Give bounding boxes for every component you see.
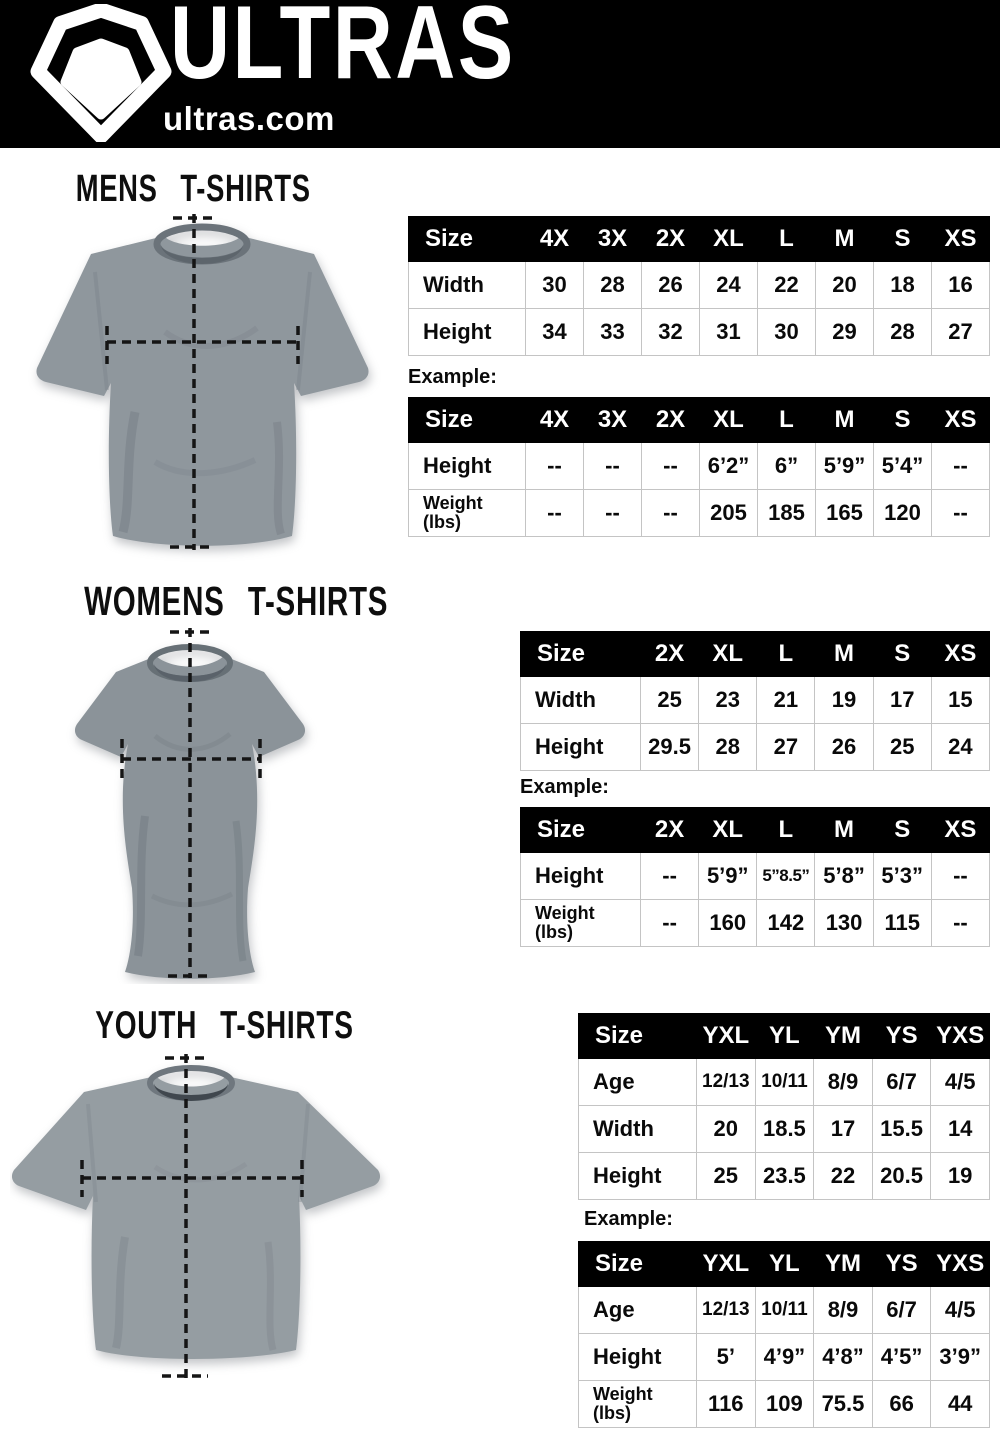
table-header-row	[521, 632, 990, 677]
table-row	[579, 1059, 990, 1106]
size-column-header: L	[758, 398, 816, 443]
size-value-cell: 6/7	[872, 1059, 931, 1106]
size-value-cell: 12/13	[697, 1059, 756, 1106]
size-value-cell: 24	[931, 724, 989, 771]
size-value-cell: 116	[697, 1381, 756, 1428]
size-value-cell: 21	[757, 677, 815, 724]
table-header-row	[521, 808, 990, 853]
size-column-header: S	[874, 398, 932, 443]
size-column-header: XS	[932, 217, 990, 262]
size-value-cell: 23.5	[755, 1153, 814, 1200]
table-row	[579, 1153, 990, 1200]
table-row	[579, 1106, 990, 1153]
size-value-cell: 30	[758, 309, 816, 356]
size-column-header: XL	[699, 808, 757, 853]
table-row	[409, 262, 990, 309]
mens-example-table-grid	[408, 397, 990, 537]
mens-section-title: MENS T-SHIRTS	[75, 168, 311, 210]
size-column-header: M	[815, 808, 873, 853]
size-value-cell: 5’9”	[816, 443, 874, 490]
size-value-cell: 28	[699, 724, 757, 771]
size-value-cell: 25	[697, 1153, 756, 1200]
row-label: Height	[409, 443, 526, 490]
womens-size-table-grid	[520, 631, 990, 771]
size-value-cell: 4/5	[931, 1287, 990, 1334]
size-value-cell: 66	[872, 1381, 931, 1428]
size-value-cell: 18.5	[755, 1106, 814, 1153]
size-value-cell: 20.5	[872, 1153, 931, 1200]
size-column-header: L	[757, 808, 815, 853]
size-header-label: Size	[521, 632, 641, 677]
size-column-header: 3X	[584, 217, 642, 262]
size-value-cell: --	[584, 443, 642, 490]
size-value-cell: 16	[932, 262, 990, 309]
youth-size-table-grid	[578, 1013, 990, 1200]
mens-size-table	[408, 216, 990, 356]
size-value-cell: 17	[814, 1106, 873, 1153]
table-row	[409, 309, 990, 356]
size-value-cell: 25	[641, 677, 699, 724]
youth-section-title: YOUTH T-SHIRTS	[95, 1004, 354, 1047]
size-column-header: 4X	[526, 217, 584, 262]
size-value-cell: 130	[815, 900, 873, 947]
size-value-cell: 6’2”	[700, 443, 758, 490]
size-column-header: YM	[814, 1014, 873, 1059]
size-value-cell: 34	[526, 309, 584, 356]
womens-section-title: WOMENS T-SHIRTS	[84, 578, 389, 624]
size-header-label: Size	[521, 808, 641, 853]
row-label: Age	[579, 1287, 697, 1334]
table-row	[521, 724, 990, 771]
size-value-cell: 29	[816, 309, 874, 356]
size-column-header: YL	[755, 1014, 814, 1059]
size-column-header: YXS	[931, 1242, 990, 1287]
row-label: Height	[579, 1334, 697, 1381]
size-header-label: Size	[579, 1242, 697, 1287]
size-column-header: M	[815, 632, 873, 677]
size-value-cell: 33	[584, 309, 642, 356]
size-column-header: YM	[814, 1242, 873, 1287]
size-value-cell: 15.5	[872, 1106, 931, 1153]
size-column-header: 2X	[641, 632, 699, 677]
size-value-cell: 142	[757, 900, 815, 947]
size-value-cell: 22	[814, 1153, 873, 1200]
size-value-cell: 44	[931, 1381, 990, 1428]
size-value-cell: 160	[699, 900, 757, 947]
row-label: Width	[579, 1106, 697, 1153]
size-value-cell: 165	[816, 490, 874, 537]
size-header-label: Size	[409, 398, 526, 443]
size-value-cell: 19	[815, 677, 873, 724]
womens-size-table	[520, 631, 990, 771]
size-column-header: S	[874, 217, 932, 262]
size-value-cell: --	[642, 443, 700, 490]
brand-name: ULTRAS	[170, 0, 516, 101]
size-value-cell: 15	[931, 677, 989, 724]
size-column-header: M	[816, 398, 874, 443]
womens-tshirt-image	[40, 626, 340, 984]
size-value-cell: 30	[526, 262, 584, 309]
table-row	[579, 1334, 990, 1381]
mens-tshirt-shape	[36, 227, 368, 546]
size-value-cell: 26	[642, 262, 700, 309]
size-value-cell: --	[641, 900, 699, 947]
size-column-header: YXL	[697, 1242, 756, 1287]
table-row	[521, 853, 990, 900]
size-value-cell: 5’8”	[815, 853, 873, 900]
table-header-row	[409, 217, 990, 262]
size-value-cell: --	[642, 490, 700, 537]
row-label: Width	[521, 677, 641, 724]
mens-example-label: Example:	[408, 366, 497, 388]
size-column-header: XS	[931, 808, 989, 853]
size-value-cell: 20	[816, 262, 874, 309]
size-value-cell: 4’9”	[755, 1334, 814, 1381]
size-column-header: 3X	[584, 398, 642, 443]
size-header-label: Size	[409, 217, 526, 262]
youth-example-table-grid	[578, 1241, 990, 1428]
size-value-cell: 10/11	[755, 1287, 814, 1334]
size-column-header: YS	[872, 1014, 931, 1059]
mens-size-table-grid	[408, 216, 990, 356]
size-value-cell: 20	[697, 1106, 756, 1153]
youth-tshirt-shape	[12, 1068, 380, 1359]
size-value-cell: 14	[931, 1106, 990, 1153]
size-column-header: M	[816, 217, 874, 262]
table-header-row	[579, 1242, 990, 1287]
size-column-header: YXS	[931, 1014, 990, 1059]
row-label: Weight (lbs)	[521, 900, 641, 947]
shield-logo-icon	[26, 4, 176, 147]
size-value-cell: --	[932, 490, 990, 537]
size-value-cell: 25	[873, 724, 931, 771]
size-value-cell: 28	[584, 262, 642, 309]
size-value-cell: 10/11	[755, 1059, 814, 1106]
womens-example-table	[520, 807, 990, 947]
size-column-header: S	[873, 632, 931, 677]
size-column-header: XL	[699, 632, 757, 677]
size-column-header: XL	[700, 398, 758, 443]
size-value-cell: --	[931, 853, 989, 900]
size-value-cell: 5’9”	[699, 853, 757, 900]
size-value-cell: 5”8.5”	[757, 853, 815, 900]
mens-example-table	[408, 397, 990, 537]
size-column-header: 2X	[642, 398, 700, 443]
size-column-header: YXL	[697, 1014, 756, 1059]
size-value-cell: 8/9	[814, 1287, 873, 1334]
row-label: Height	[521, 853, 641, 900]
size-column-header: YS	[872, 1242, 931, 1287]
size-value-cell: 5’	[697, 1334, 756, 1381]
size-column-header: XS	[932, 398, 990, 443]
row-label: Height	[409, 309, 526, 356]
row-label: Width	[409, 262, 526, 309]
row-label: Weight (lbs)	[409, 490, 526, 537]
size-value-cell: 12/13	[697, 1287, 756, 1334]
size-value-cell: 32	[642, 309, 700, 356]
size-value-cell: 4’8”	[814, 1334, 873, 1381]
row-label: Weight (lbs)	[579, 1381, 697, 1428]
size-column-header: S	[873, 808, 931, 853]
table-header-row	[409, 398, 990, 443]
size-value-cell: 4’5”	[872, 1334, 931, 1381]
size-column-header: XS	[931, 632, 989, 677]
size-value-cell: 8/9	[814, 1059, 873, 1106]
table-row	[521, 900, 990, 947]
size-value-cell: --	[641, 853, 699, 900]
size-header-label: Size	[579, 1014, 697, 1059]
size-value-cell: 19	[931, 1153, 990, 1200]
size-value-cell: 17	[873, 677, 931, 724]
size-value-cell: 18	[874, 262, 932, 309]
size-column-header: YL	[755, 1242, 814, 1287]
youth-tshirt-image	[10, 1052, 390, 1390]
size-value-cell: --	[932, 443, 990, 490]
size-value-cell: 26	[815, 724, 873, 771]
table-row	[579, 1381, 990, 1428]
womens-example-table-grid	[520, 807, 990, 947]
size-column-header: 4X	[526, 398, 584, 443]
youth-example-table	[578, 1241, 990, 1428]
size-value-cell: 22	[758, 262, 816, 309]
size-value-cell: --	[526, 490, 584, 537]
size-value-cell: --	[584, 490, 642, 537]
size-value-cell: 23	[699, 677, 757, 724]
size-value-cell: 120	[874, 490, 932, 537]
womens-example-label: Example:	[520, 776, 609, 798]
size-value-cell: 24	[700, 262, 758, 309]
size-value-cell: --	[931, 900, 989, 947]
table-header-row	[579, 1014, 990, 1059]
size-value-cell: 27	[932, 309, 990, 356]
size-value-cell: --	[526, 443, 584, 490]
mens-tshirt-image	[15, 212, 390, 564]
size-value-cell: 27	[757, 724, 815, 771]
size-value-cell: 75.5	[814, 1381, 873, 1428]
size-value-cell: 3’9”	[931, 1334, 990, 1381]
size-value-cell: 28	[874, 309, 932, 356]
row-label: Height	[521, 724, 641, 771]
size-column-header: XL	[700, 217, 758, 262]
size-value-cell: 4/5	[931, 1059, 990, 1106]
size-value-cell: 31	[700, 309, 758, 356]
youth-size-table	[578, 1013, 990, 1200]
size-column-header: 2X	[642, 217, 700, 262]
size-value-cell: 29.5	[641, 724, 699, 771]
table-row	[409, 490, 990, 537]
size-column-header: 2X	[641, 808, 699, 853]
brand-domain: ultras.com	[163, 100, 335, 137]
size-value-cell: 115	[873, 900, 931, 947]
table-row	[409, 443, 990, 490]
size-value-cell: 6/7	[872, 1287, 931, 1334]
row-label: Height	[579, 1153, 697, 1200]
size-value-cell: 185	[758, 490, 816, 537]
size-column-header: L	[758, 217, 816, 262]
size-value-cell: 109	[755, 1381, 814, 1428]
header-bar	[0, 0, 1000, 148]
table-row	[579, 1287, 990, 1334]
size-value-cell: 6”	[758, 443, 816, 490]
size-column-header: L	[757, 632, 815, 677]
size-value-cell: 205	[700, 490, 758, 537]
size-value-cell: 5’4”	[874, 443, 932, 490]
row-label: Age	[579, 1059, 697, 1106]
size-value-cell: 5’3”	[873, 853, 931, 900]
table-row	[521, 677, 990, 724]
youth-example-label: Example:	[584, 1208, 673, 1230]
